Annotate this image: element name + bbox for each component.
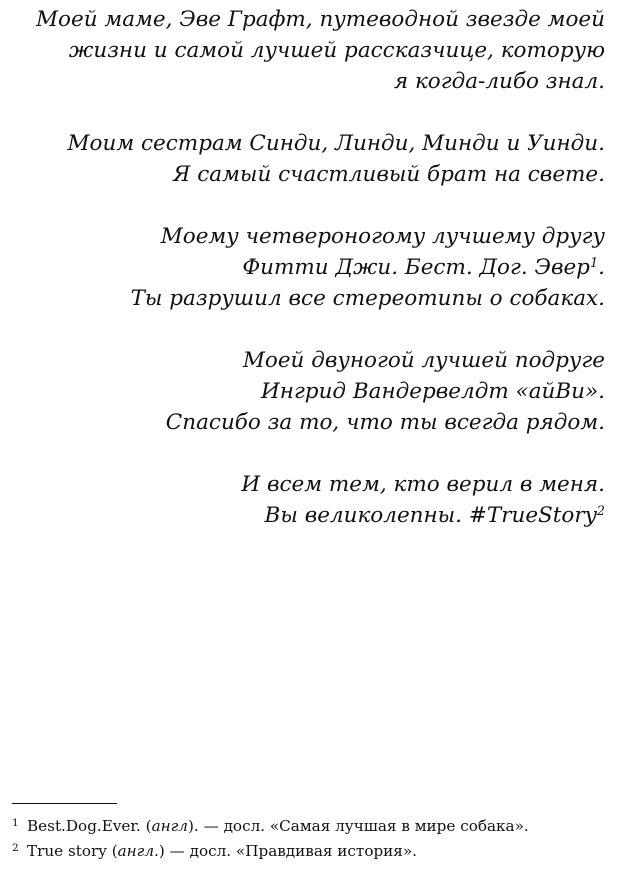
dedication-line-end: . xyxy=(598,255,605,280)
footnote-ref-1[interactable]: 1 xyxy=(589,255,599,271)
dedication-to-all xyxy=(5,469,605,531)
dedication-line: Спасибо за то, что ты всегда рядом. xyxy=(165,410,605,435)
dedication-to-dog xyxy=(5,221,605,314)
footnote-separator xyxy=(12,803,117,804)
dedication-line: я когда-либо знал. xyxy=(393,69,605,94)
dedication-line: Я самый счастливый брат на свете. xyxy=(173,162,605,187)
dedication-line: Ты разрушил все стереотипы о собаках. xyxy=(130,286,605,311)
footnote-language: англ. xyxy=(117,842,159,860)
dedication-to-mother xyxy=(5,4,605,97)
dedication-line: Моим сестрам Синди, Линди, Минди и Уинди. xyxy=(67,131,605,156)
dedication-line xyxy=(5,252,605,283)
footnote-ref-2[interactable]: 2 xyxy=(596,503,605,519)
footnote-text-start: Best.Dog.Ever. ( xyxy=(27,817,152,835)
footnotes xyxy=(12,803,612,864)
dedication-line-text: Вы великолепны. #TrueStory xyxy=(264,503,597,528)
footnote-1: 1 Best.Dog.Ever. (англ). — досл. «Самая лучшая в мире собака». xyxy=(12,816,529,835)
footnote-language: англ xyxy=(151,817,188,835)
dedication-to-sisters xyxy=(5,128,605,190)
dedication-to-friend xyxy=(5,345,605,438)
footnote-text-start: True story ( xyxy=(27,842,118,860)
dedication-line: Моему четвероногому лучшему другу xyxy=(160,224,605,249)
dedication-line: И всем тем, кто верил в меня. xyxy=(241,472,605,497)
dedication-line xyxy=(5,500,605,531)
dedication-line-text: Фитти Джи. Бест. Дог. Эвер xyxy=(242,255,590,280)
dedication-line: Моей маме, Эве Графт, путеводной звезде моей xyxy=(36,7,605,32)
dedication-line: Моей двуногой лучшей подруге xyxy=(242,348,605,373)
footnote-text-end: ) — досл. «Правдивая история». xyxy=(158,842,418,860)
footnote-text-end: ). — досл. «Самая лучшая в мире собака». xyxy=(187,817,529,835)
dedication xyxy=(5,4,605,562)
dedication-line: Ингрид Вандервелдт «айВи». xyxy=(261,379,605,404)
footnote-2: 2 True story (англ.) — досл. «Правдивая история». xyxy=(12,841,418,860)
dedication-line: жизни и самой лучшей рассказчице, которую xyxy=(68,38,605,63)
